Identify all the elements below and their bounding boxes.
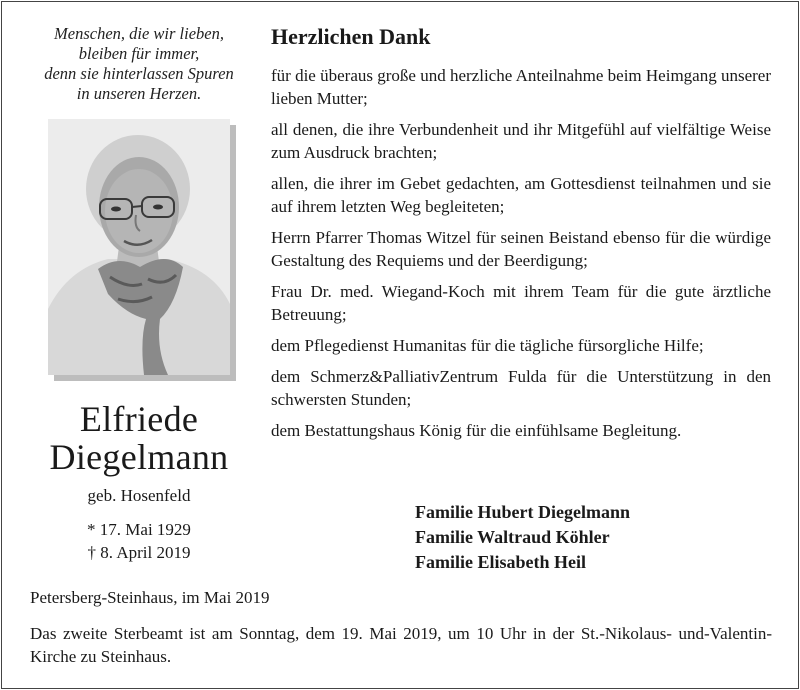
thanks-paragraph: allen, die ihrer im Gebet gedachten, am Gottesdienst teilnahmen und sie auf ihrem letzten Weg begleiteten; [271, 174, 771, 216]
thanks-paragraph: dem Pflegedienst Humanitas für die tägliche fürsorgliche Hilfe; [271, 336, 704, 355]
motto-line: bleiben für immer, [78, 44, 200, 63]
first-name: Elfriede [79, 399, 199, 439]
place-date: Petersberg-Steinhaus, im Mai 2019 [30, 588, 270, 607]
thanks-paragraph: für die überaus große und herzliche Anteilnahme beim Heimgang unserer lieben Mutter; [271, 66, 771, 108]
motto-line: Menschen, die wir lieben, [54, 24, 224, 43]
birth-date: * 17. Mai 1929 [87, 520, 191, 539]
thanks-paragraph: dem Bestattungshaus König für die einfühlsame Begleitung. [271, 421, 682, 440]
portrait-image [48, 119, 230, 375]
portrait-photo [48, 119, 230, 375]
family-signatures [415, 500, 630, 575]
thanks-paragraph: Herrn Pfarrer Thomas Witzel für seinen Beistand ebenso für die würdige Gestaltung des Requiems und der Beerdigung; [271, 228, 771, 270]
family-name: Familie Waltraud Köhler [415, 527, 610, 547]
thanks-heading: Herzlichen Dank [271, 24, 431, 49]
life-dates [20, 518, 258, 564]
birth-name: geb. Hosenfeld [87, 486, 191, 505]
thanks-paragraph: all denen, die ihre Verbundenheit und ihr Mitgefühl auf vielfältige Weise zum Ausdruck brachten; [271, 120, 771, 162]
motto-line: denn sie hinterlassen Spuren [44, 64, 234, 83]
deceased-name [20, 400, 258, 476]
thanks-body [271, 64, 771, 450]
motto-line: in unseren Herzen. [76, 84, 202, 103]
death-date: † 8. April 2019 [87, 543, 191, 562]
thanks-paragraph: dem Schmerz&PalliativZentrum Fulda für die Unterstützung in den schwersten Stunden; [271, 367, 771, 409]
family-name: Familie Hubert Diegelmann [415, 502, 630, 522]
memorial-service-note: Das zweite Sterbeamt ist am Sonntag, dem 19. Mai 2019, um 10 Uhr in der St.-Nikolaus- und-Valentin-Kirche zu Steinhaus. [30, 624, 772, 666]
motto-verse [20, 24, 258, 104]
family-name: Familie Elisabeth Heil [415, 552, 586, 572]
thanks-paragraph: Frau Dr. med. Wiegand-Koch mit ihrem Team für die gute ärztliche Betreuung; [271, 282, 771, 324]
last-name: Diegelmann [49, 437, 229, 477]
